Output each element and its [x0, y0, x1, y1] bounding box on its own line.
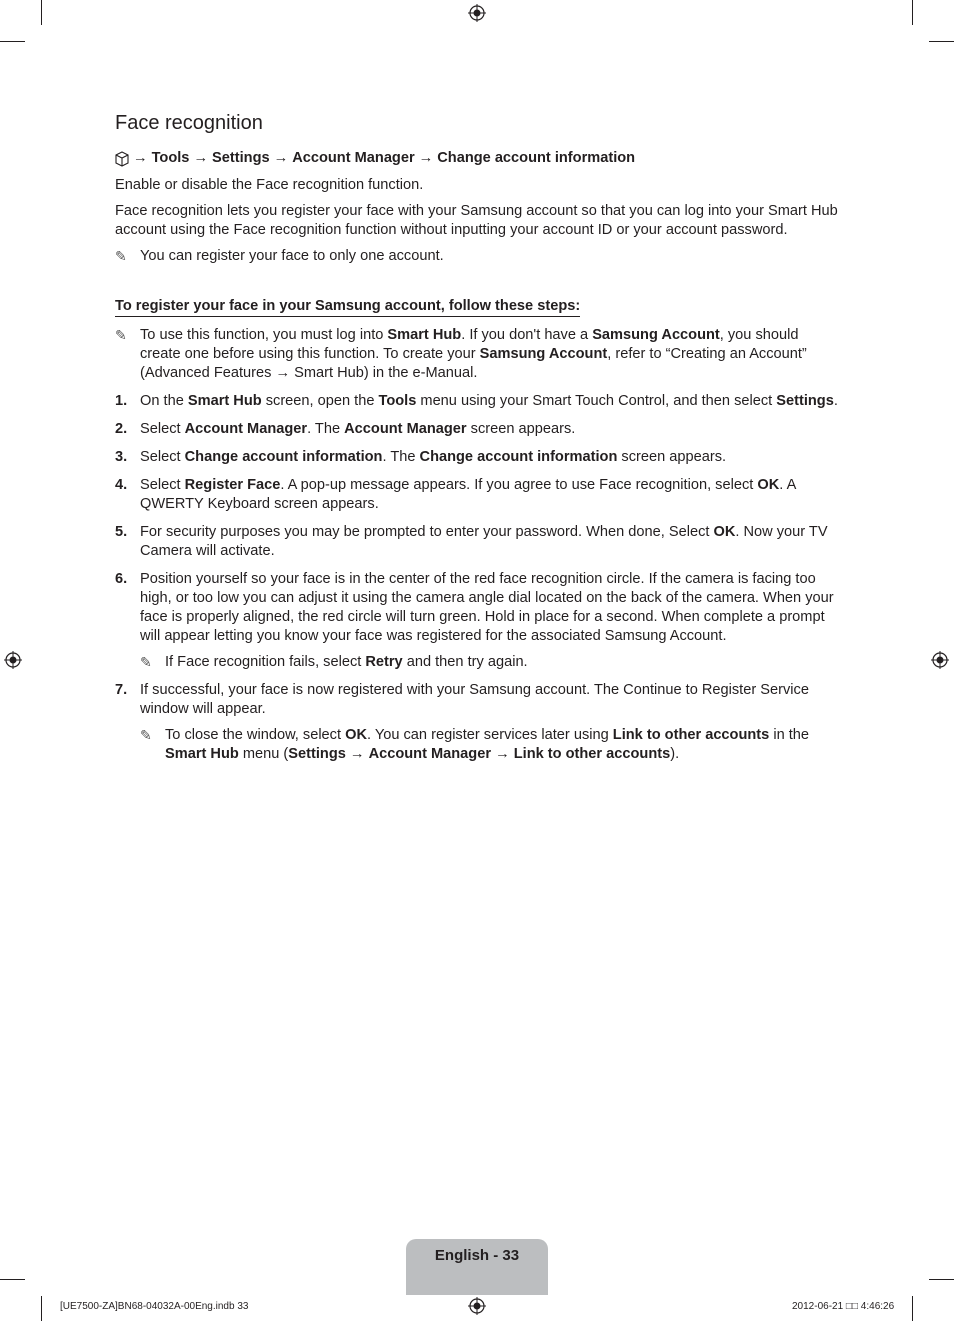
step-number: 2.	[115, 421, 128, 437]
step-number: 5.	[115, 524, 128, 540]
note-pencil-icon: ✎	[115, 248, 127, 264]
step-number: 3.	[115, 449, 128, 465]
menu-path-settings: Settings	[212, 150, 270, 166]
note-pencil-icon: ✎	[140, 727, 152, 743]
step-text: Position yourself so your face is in the center of the red face recognition circle. If the camera is facing too high, or too low you can adjust it using the camera angle dial located on the back of the camera. When your face is properly aligned, the red circle will turn green. Hold in place for a second. When complete a prompt will appear letting you know your face was registered for the associated Samsung Account. ✎ If Face recognition fails, select Retry and then try again.	[140, 570, 841, 672]
intro-paragraph: Enable or disable the Face recognition function.	[115, 177, 424, 193]
step-item	[115, 523, 841, 561]
note	[115, 326, 841, 383]
step-number: 1.	[115, 393, 128, 409]
note-text: To use this function, you must log into Smart Hub. If you don't have a Samsung Account, you should create one before using this function. To create your Samsung Account, refer to “Creating an Account” (Advanced Features → Smart Hub) in the e-Manual.	[140, 327, 807, 381]
menu-path-tools: Tools	[151, 150, 190, 166]
page-title: Face recognition	[115, 112, 263, 134]
step-number: 6.	[115, 571, 128, 587]
step-text: Select Change account information. The Change account information screen appears.	[140, 449, 727, 465]
registration-mark-top-icon	[468, 4, 486, 22]
crop-mark-top-right-h	[929, 41, 954, 42]
page-number-label: English - 33	[434, 1247, 520, 1264]
note-text: If Face recognition fails, select Retry and then try again.	[165, 654, 528, 670]
step-note	[140, 726, 841, 764]
crop-mark-top-right-v	[912, 0, 913, 25]
page-content	[115, 112, 841, 773]
step-item	[115, 392, 841, 411]
step-number: 4.	[115, 477, 128, 493]
note-text: You can register your face to only one account.	[140, 248, 444, 264]
crop-mark-bottom-left-v	[41, 1296, 42, 1321]
section-subheading: To register your face in your Samsung account, follow these steps:	[115, 297, 580, 317]
imprint-file-name: [UE7500-ZA]BN68-04032A-00Eng.indb 33	[60, 1301, 249, 1312]
menu-path-account-manager: Account Manager	[292, 150, 415, 166]
crop-mark-bottom-right-v	[912, 1296, 913, 1321]
note-text: To close the window, select OK. You can register services later using Link to other accounts in the Smart Hub menu (Settings → Account Manager → Link to other accounts).	[165, 727, 810, 762]
crop-mark-top-left-v	[41, 0, 42, 25]
crop-mark-bottom-left-h	[0, 1279, 25, 1280]
step-item	[115, 448, 841, 467]
step-item	[115, 681, 841, 764]
menu-path-change-account-information: Change account information	[437, 150, 636, 166]
menu-cube-icon	[115, 151, 129, 167]
step-text: If successful, your face is now registered with your Samsung account. The Continue to Register Service window will appear. ✎ To close the window, select OK. You can register services later using Link to other accounts in the Smart Hub menu (Settings → Account Manager → Link to other accounts).	[140, 681, 841, 764]
registration-mark-bottom-icon	[468, 1297, 486, 1315]
registration-mark-left-icon	[4, 651, 22, 669]
note	[115, 247, 841, 266]
menu-path-arrow: →	[418, 150, 434, 166]
imprint-timestamp: 2012-06-21 □□ 4:46:26	[792, 1301, 895, 1312]
step-item	[115, 420, 841, 439]
note-pencil-icon: ✎	[115, 327, 127, 343]
intro-paragraph: Face recognition lets you register your face with your Samsung account so that you can log into your Smart Hub account using the Face recognition function without inputting your account ID or your account password.	[115, 203, 838, 238]
menu-path-arrow: →	[133, 150, 148, 166]
crop-mark-bottom-right-h	[929, 1279, 954, 1280]
step-note	[140, 653, 841, 672]
step-text: Select Register Face. A pop-up message appears. If you agree to use Face recognition, select OK. A QWERTY Keyboard screen appears.	[140, 477, 796, 512]
step-item	[115, 570, 841, 672]
registration-mark-right-icon	[931, 651, 949, 669]
note-pencil-icon: ✎	[140, 654, 152, 670]
menu-path-arrow: →	[273, 150, 289, 166]
step-text: For security purposes you may be prompted to enter your password. When done, Select OK. Now your TV Camera will activate.	[140, 524, 828, 559]
step-text: Select Account Manager. The Account Manager screen appears.	[140, 421, 576, 437]
menu-path	[115, 149, 841, 168]
step-item	[115, 476, 841, 514]
step-number: 7.	[115, 682, 128, 698]
step-text: On the Smart Hub screen, open the Tools menu using your Smart Touch Control, and then select Settings.	[140, 393, 838, 409]
crop-mark-top-left-h	[0, 41, 25, 42]
menu-path-arrow: →	[193, 150, 209, 166]
